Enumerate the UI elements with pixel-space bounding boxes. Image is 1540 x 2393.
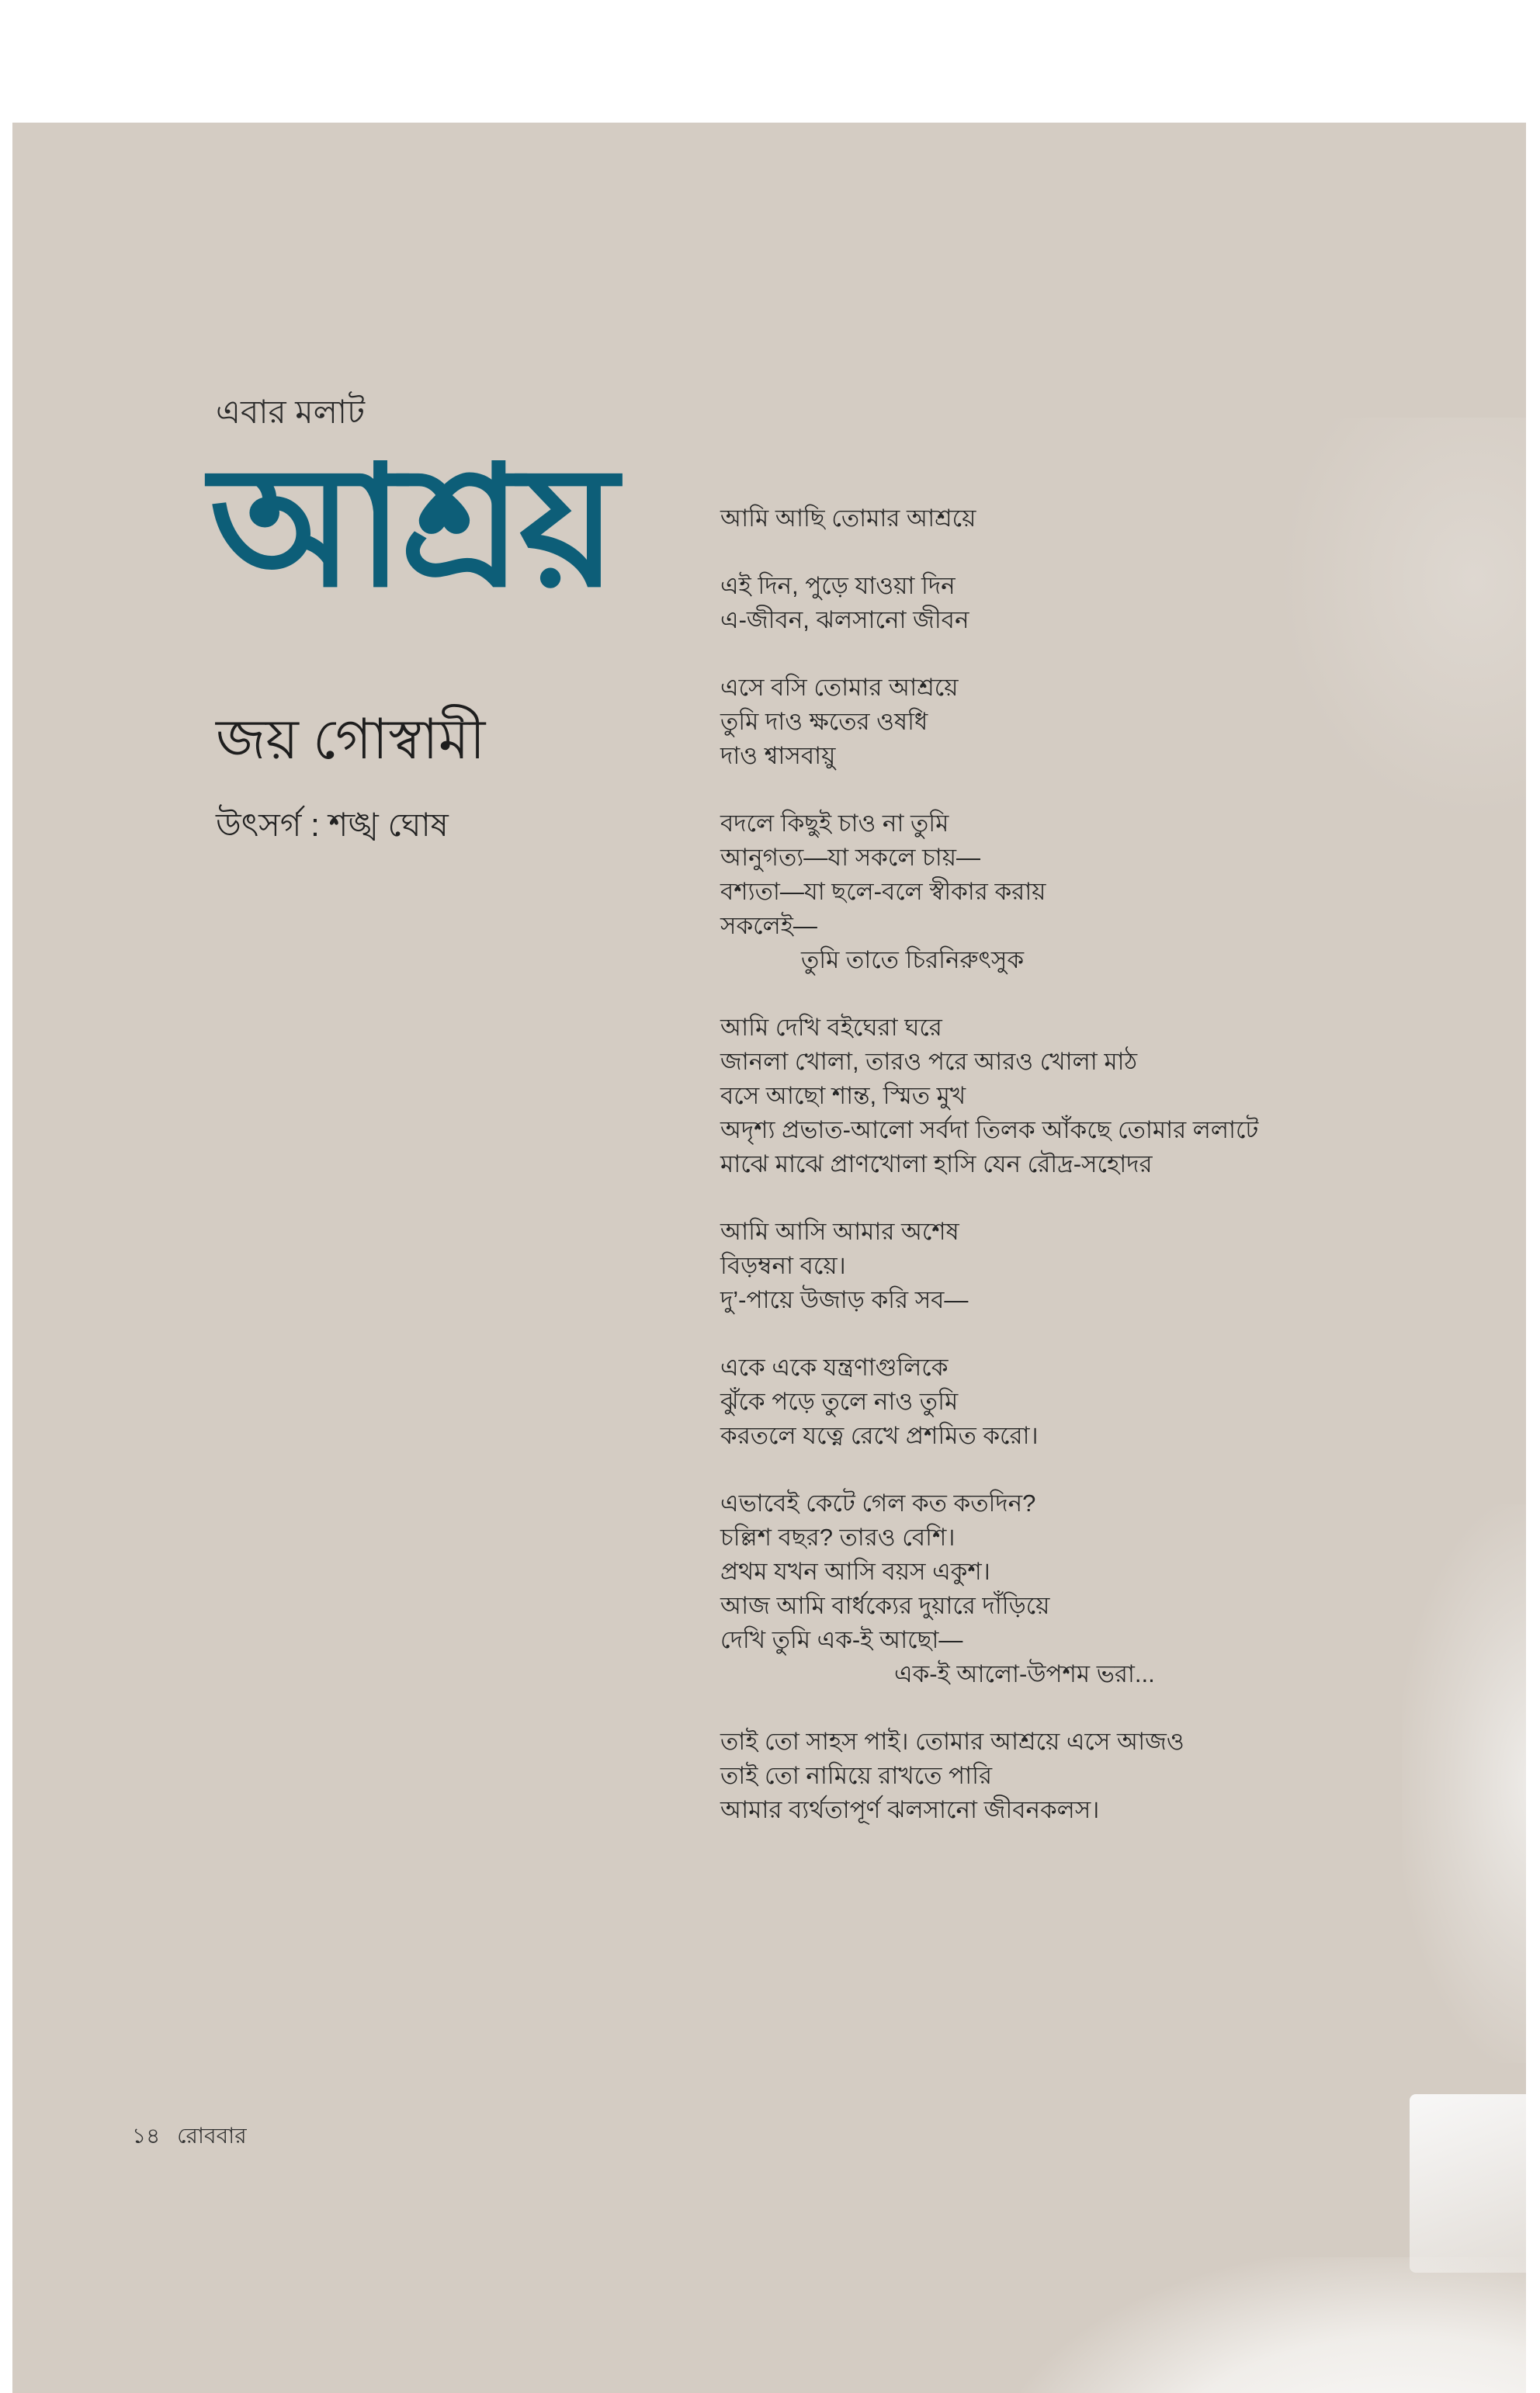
poem-line: অদৃশ্য প্রভাত-আলো সর্বদা তিলক আঁকছে তোমার ললাটে bbox=[720, 1116, 1259, 1143]
poem-line: করতলে যত্নে রেখে প্রশমিত করো। bbox=[720, 1422, 1039, 1449]
poem-title: আশ্রয় bbox=[210, 428, 615, 624]
photo-shade-middle bbox=[1402, 1504, 1526, 2063]
poem-stanza bbox=[720, 1486, 1419, 1691]
poem-line: আজ আমি বার্ধক্যের দুয়ারে দাঁড়িয়ে bbox=[720, 1592, 1050, 1619]
poem-body bbox=[720, 501, 1419, 1861]
poem-line: দেখি তুমি এক-ই আছো— bbox=[720, 1626, 963, 1653]
poem-line: আমি দেখি বইঘেরা ঘরে bbox=[720, 1014, 942, 1041]
poem-line: আনুগত্য—যা সকলে চায়— bbox=[720, 844, 981, 871]
poem-line: এ-জীবন, ঝলসানো জীবন bbox=[720, 606, 969, 633]
poem-line: জানলা খোলা, তারও পরে আরও খোলা মাঠ bbox=[720, 1048, 1138, 1075]
poem-line: বদলে কিছুই চাও না তুমি bbox=[720, 810, 949, 837]
poem-line: ঝুঁকে পড়ে তুলে নাও তুমি bbox=[720, 1388, 959, 1415]
poem-line: তাই তো নামিয়ে রাখতে পারি bbox=[720, 1762, 993, 1789]
poem-line: একে একে যন্ত্রণাগুলিকে bbox=[720, 1354, 949, 1381]
poem-line: এক-ই আলো-উপশম ভরা... bbox=[894, 1660, 1155, 1687]
page-footer bbox=[132, 2119, 247, 2155]
poem-line: প্রথম যখন আসি বয়স একুশ। bbox=[720, 1558, 990, 1585]
poem-stanza bbox=[720, 1725, 1419, 1827]
poem-line: দাও শ্বাসবায়ু bbox=[720, 742, 836, 769]
poem-stanza bbox=[720, 1215, 1419, 1317]
poem-stanza bbox=[720, 1351, 1419, 1453]
poem-stanza bbox=[720, 501, 1419, 536]
poem-line: আমার ব্যর্থতাপূর্ণ ঝলসানো জীবনকলস। bbox=[720, 1796, 1100, 1823]
dedication: উৎসর্গ : শঙ্খ ঘোষ bbox=[216, 806, 449, 843]
poem-line: তুমি দাও ক্ষতের ওষধি bbox=[720, 708, 928, 735]
poem-line: এসে বসি তোমার আশ্রয়ে bbox=[720, 674, 959, 701]
poem-line: আমি আছি তোমার আশ্রয়ে bbox=[720, 505, 976, 532]
photo-shade-block bbox=[1410, 2094, 1526, 2273]
poem-line: এভাবেই কেটে গেল কত কতদিন? bbox=[720, 1490, 1036, 1517]
poem-line: মাঝে মাঝে প্রাণখোলা হাসি যেন রৌদ্র-সহোদর bbox=[720, 1150, 1153, 1177]
poem-line: এই দিন, পুড়ে যাওয়া দিন bbox=[720, 572, 956, 599]
author-name: জয় গোস্বামী bbox=[216, 709, 486, 771]
poem-line: দু’-পায়ে উজাড় করি সব— bbox=[720, 1286, 969, 1313]
poem-stanza bbox=[720, 671, 1419, 773]
poem-stanza bbox=[720, 569, 1419, 637]
poem-line: বিড়ম্বনা বয়ে। bbox=[720, 1252, 846, 1279]
poem-line: বশ্যতা—যা ছলে-বলে স্বীকার করায় bbox=[720, 878, 1046, 905]
poem-stanza bbox=[720, 1011, 1419, 1181]
poem-line: তুমি তাতে চিরনিরুৎসুক bbox=[801, 946, 1025, 973]
publication-name: রোববার bbox=[177, 2124, 247, 2148]
poem-line: বসে আছো শান্ত, স্মিত মুখ bbox=[720, 1082, 966, 1109]
poem-stanza bbox=[720, 806, 1419, 977]
section-kicker: এবার মলাট bbox=[216, 394, 365, 430]
poem-line: চল্লিশ বছর? তারও বেশি। bbox=[720, 1524, 956, 1551]
photo-shade-bottom bbox=[1014, 2257, 1526, 2393]
poem-line: সকলেই— bbox=[720, 912, 817, 939]
page-number: ১৪ bbox=[132, 2124, 161, 2148]
poem-line: তাই তো সাহস পাই। তোমার আশ্রয়ে এসে আজও bbox=[720, 1728, 1184, 1755]
poem-line: আমি আসি আমার অশেষ bbox=[720, 1218, 959, 1245]
